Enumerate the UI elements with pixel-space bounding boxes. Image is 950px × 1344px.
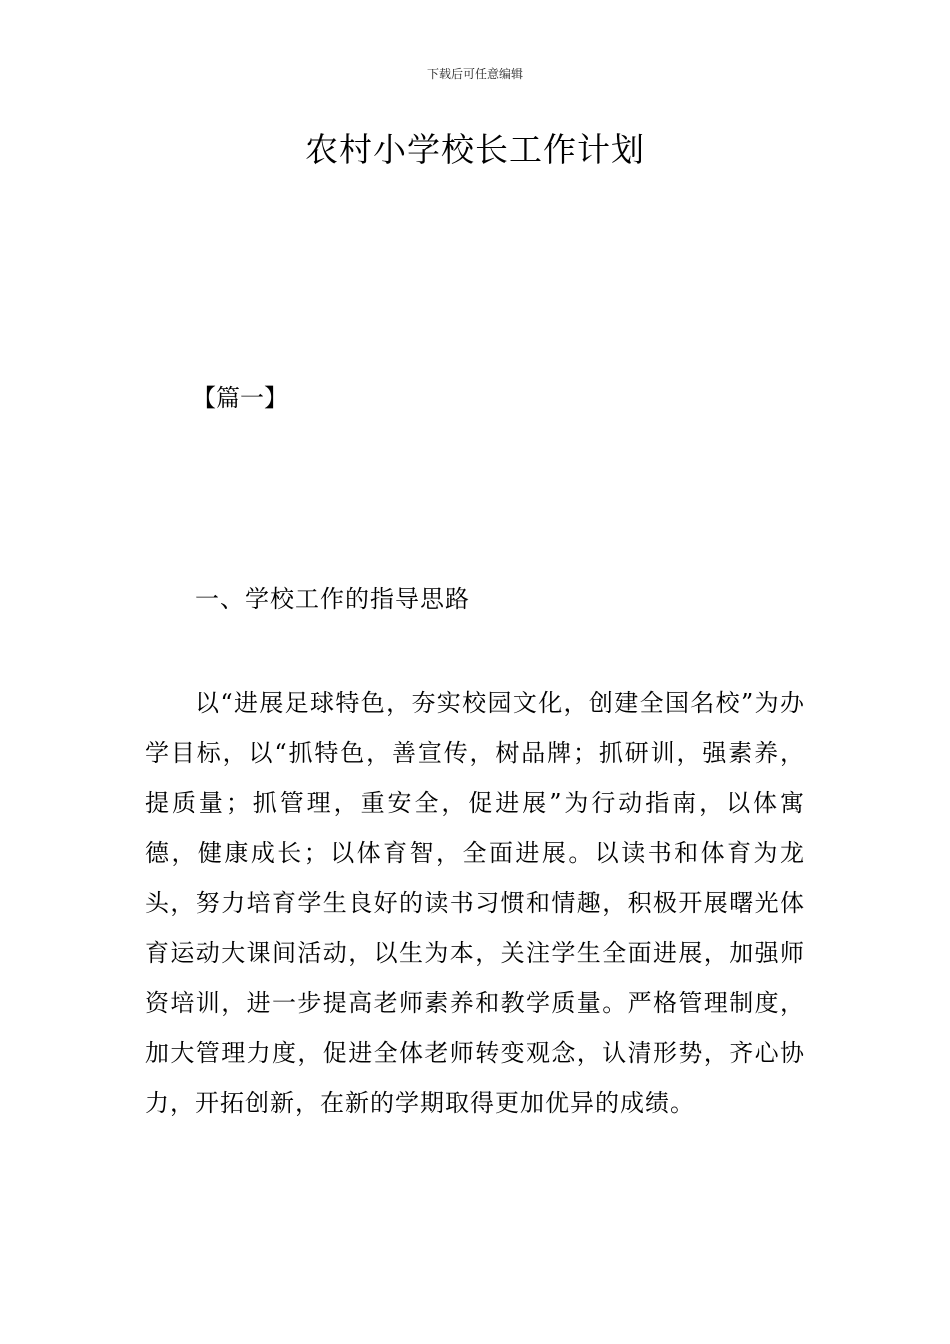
- section-heading: 一、学校工作的指导思路: [195, 585, 470, 613]
- body-paragraph: 以“进展足球特色，夯实校园文化，创建全国名校”为办学目标，以“抓特色，善宣传，树品牌；抓研训，强素养，提质量；抓管理，重安全，促进展”为行动指南，以体寓德，健康成长；以体育智，全面进展。以读书和体育为龙头，努力培育学生良好的读书习惯和情趣，积极开展曙光体育运动大课间活动，以生为本，关注学生全面进展，加强师资培训，进一步提高老师素养和教学质量。严格管理制度，加大管理力度，促进全体老师转变观念，认清形势，齐心协力，开拓创新，在新的学期取得更加优异的成绩。: [145, 689, 805, 1117]
- page-header-note: 下载后可任意编辑: [426, 67, 523, 81]
- document-title: 农村小学校长工作计划: [305, 130, 645, 169]
- part-label: 【篇一】: [192, 384, 288, 412]
